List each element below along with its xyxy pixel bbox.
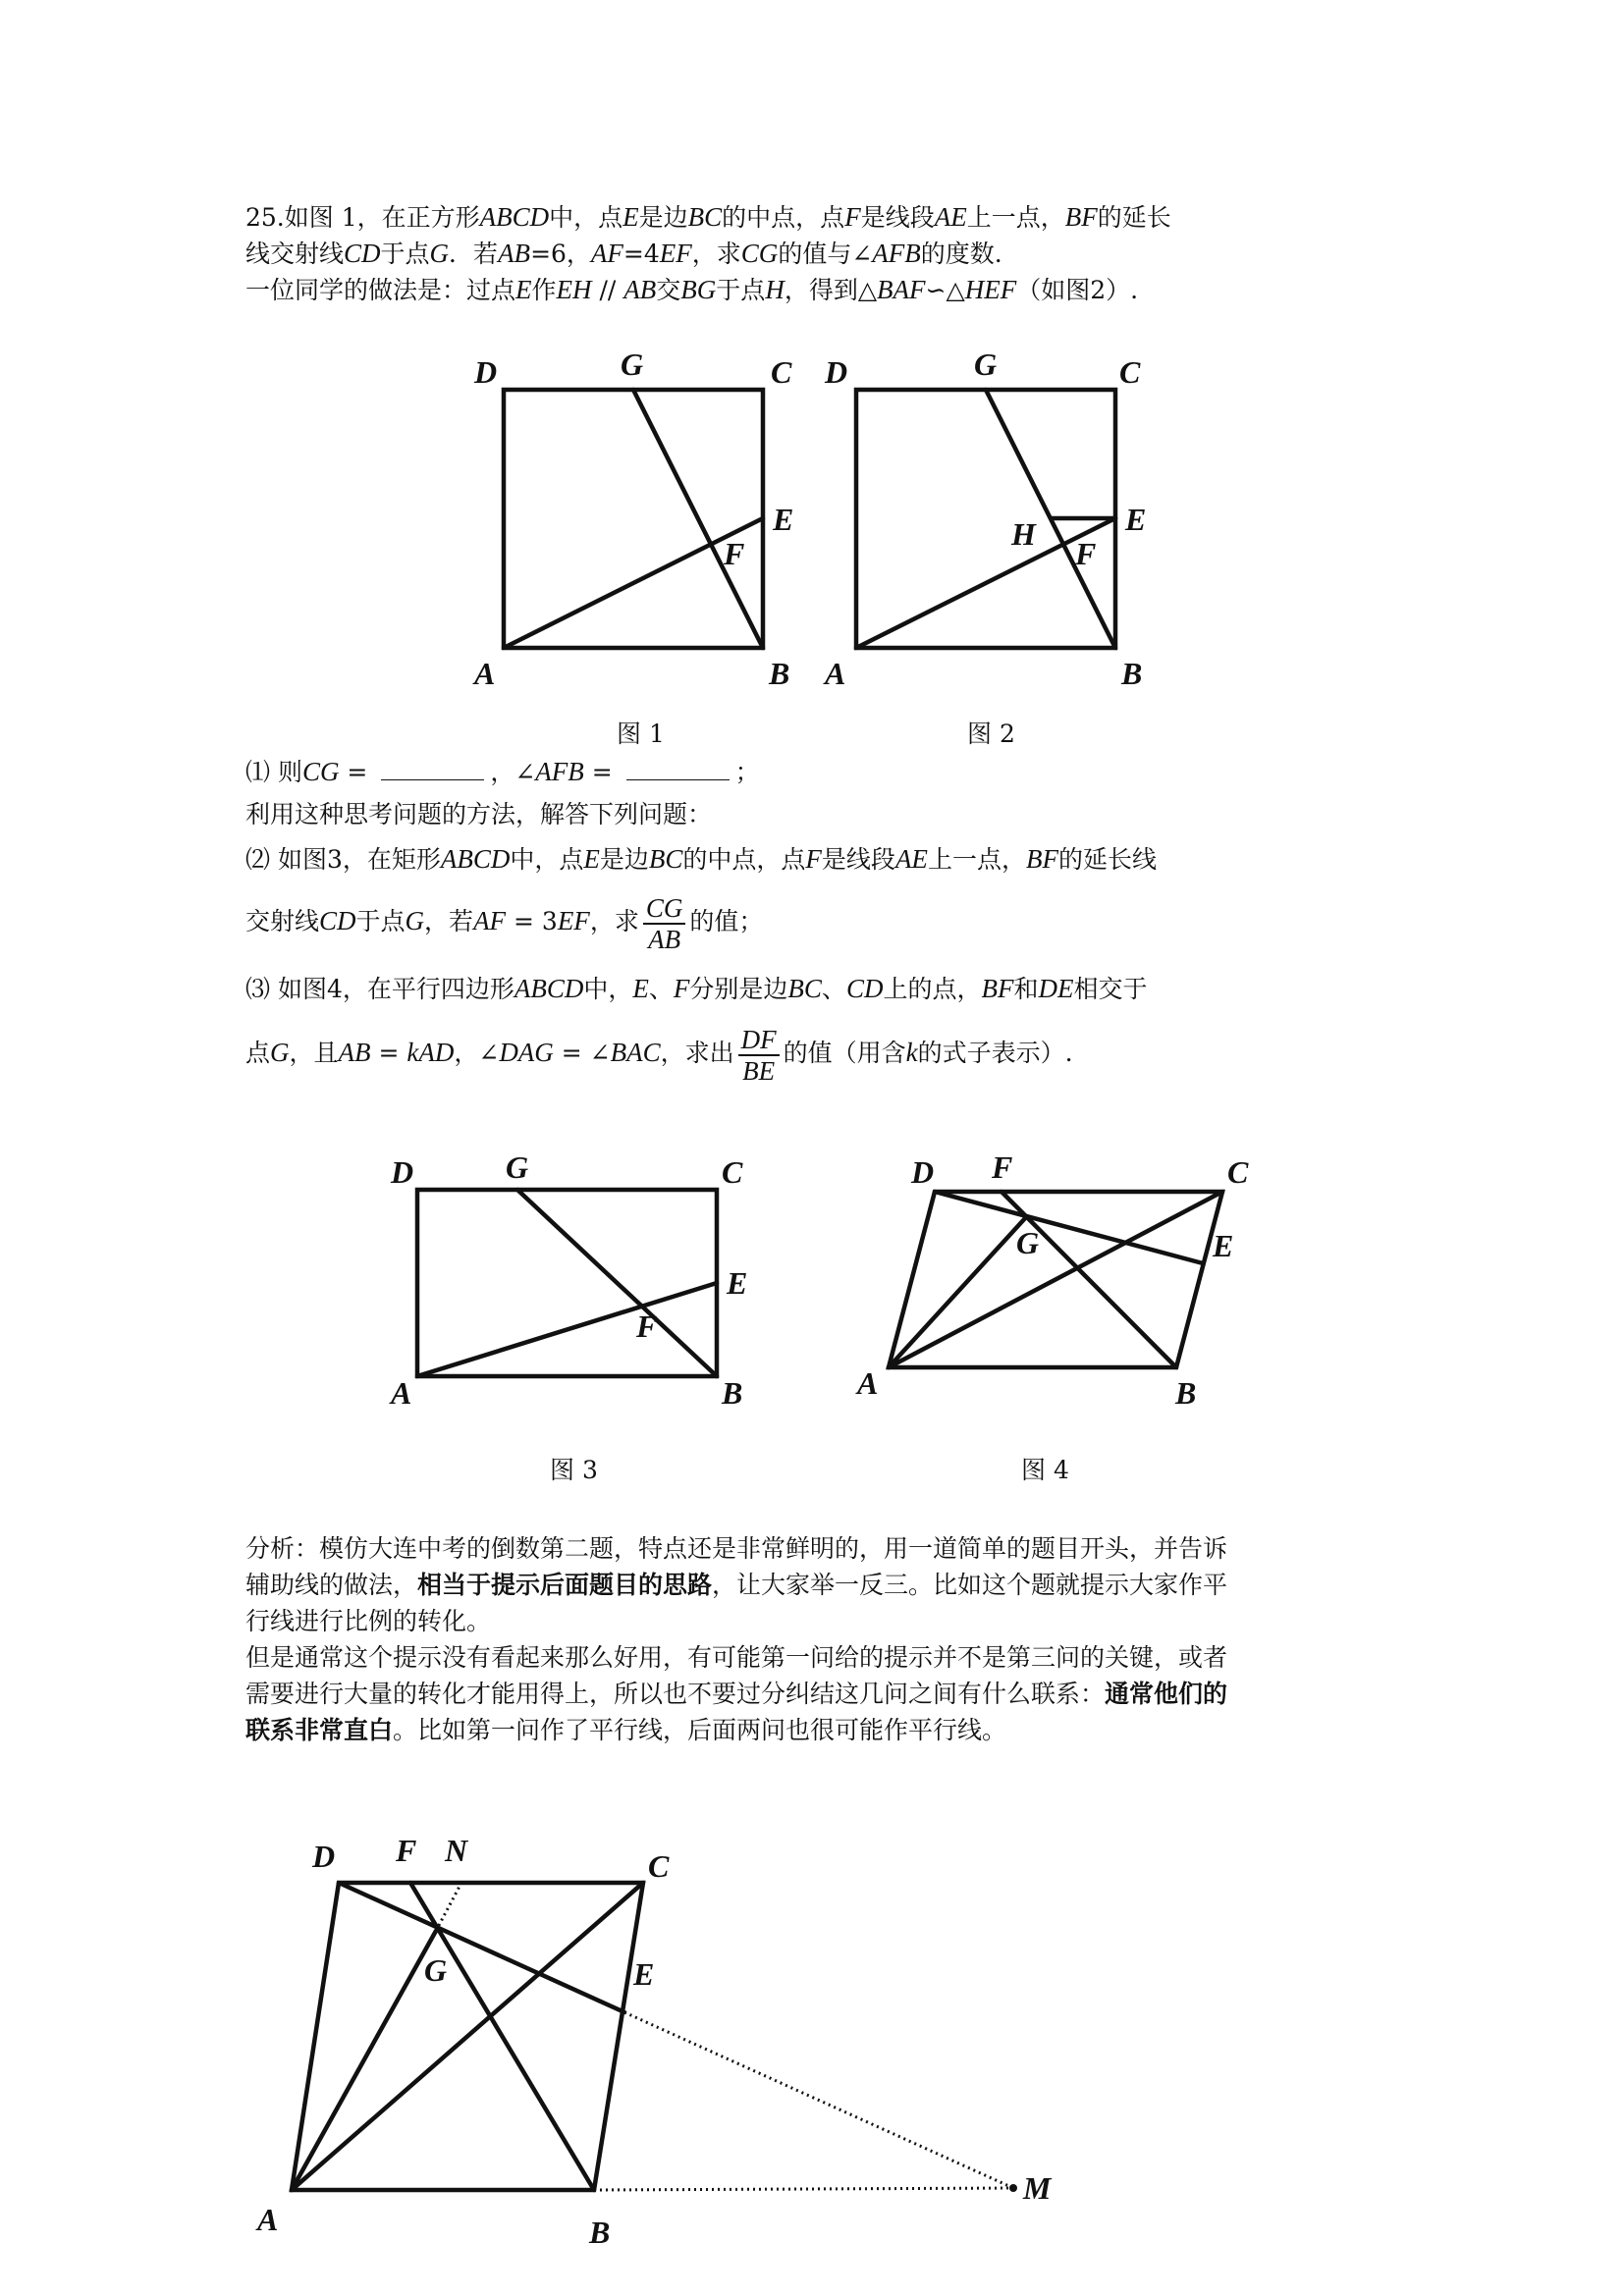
label-f: F — [1075, 536, 1097, 571]
emphasis-relation-2: 联系非常直白 — [245, 1716, 394, 1744]
label-b: B — [769, 656, 790, 691]
square-abcd — [504, 390, 763, 648]
figure-5-solution — [250, 1816, 1056, 2250]
label-c: C — [722, 1154, 743, 1190]
figure-2 — [825, 344, 1159, 717]
analysis-line-6: 联系非常直白。比如第一问作了平行线，后面两问也很可能作平行线。 — [245, 1716, 1007, 1744]
figure-3 — [383, 1148, 756, 1423]
label-f: F — [992, 1149, 1013, 1185]
question-2-line-2: 交射线CD于点G，若AF = 3EF，求 $\frac{CG}{AB}$ 的值； — [245, 892, 764, 954]
answer-blank-cg[interactable] — [381, 758, 484, 780]
label-g: G — [424, 1952, 448, 1988]
label-d: D — [312, 1839, 336, 1874]
figure-1 — [471, 344, 805, 717]
rectangle-abcd — [417, 1190, 717, 1376]
label-e: E — [727, 1265, 748, 1301]
label-a: A — [391, 1375, 412, 1411]
label-c: C — [648, 1848, 670, 1884]
label-c: C — [771, 354, 792, 390]
label-c: C — [1119, 354, 1141, 390]
label-e: E — [633, 1956, 655, 1992]
label-g: G — [1016, 1225, 1040, 1260]
point-m — [1009, 2184, 1017, 2192]
segment-de — [339, 1883, 624, 2012]
label-a: A — [825, 656, 846, 691]
fraction-cg-over-ab: $\frac{CG}{AB}$ — [643, 893, 686, 954]
figure-2-caption: 图 2 — [967, 720, 1015, 748]
question-3-line-1: ⑶ 如图4，在平行四边形ABCD中，E、F分别是边BC、CD上的点，BF和DE相交于 — [245, 974, 1148, 1003]
label-b: B — [722, 1375, 743, 1411]
label-d: D — [911, 1154, 935, 1190]
figure-3-caption: 图 3 — [550, 1456, 598, 1484]
label-b: B — [1175, 1375, 1197, 1411]
label-f: F — [724, 536, 745, 571]
analysis-line-1: 分析：模仿大连中考的倒数第二题，特点还是非常鲜明的，用一道简单的题目开头，并告诉 — [245, 1534, 1228, 1563]
segment-ae — [417, 1283, 717, 1376]
figure-4 — [854, 1148, 1267, 1423]
label-e: E — [1125, 502, 1147, 537]
fraction-df-over-be: $\frac{DF}{BE}$ — [738, 1025, 780, 1086]
emphasis-hint: 相当于提示后面题目的思路 — [417, 1571, 713, 1599]
label-c: C — [1227, 1154, 1249, 1190]
label-b: B — [1121, 656, 1143, 691]
label-d: D — [825, 354, 848, 390]
label-e: E — [773, 502, 794, 537]
dotted-gn — [436, 1883, 461, 1931]
label-n: N — [445, 1833, 468, 1868]
figure-4-caption: 图 4 — [1021, 1456, 1069, 1484]
figure-1-caption: 图 1 — [617, 720, 665, 748]
emphasis-relation-1: 通常他们的 — [1105, 1680, 1228, 1708]
dotted-bm — [594, 2188, 1013, 2190]
problem-25-line-2: 线交射线CD于点G．若AB=6，AF=4EF，求CG的值与∠AFB的度数. — [245, 239, 1002, 268]
label-h: H — [1011, 516, 1036, 552]
segment-bg — [517, 1190, 717, 1376]
label-e: E — [1213, 1228, 1234, 1263]
question-2-line-1: ⑵ 如图3，在矩形ABCD中，点E是边BC的中点，点F是线段AE上一点，BF的延长线 — [245, 844, 1157, 874]
label-a: A — [474, 656, 496, 691]
segment-ac — [889, 1192, 1222, 1367]
analysis-line-4: 但是通常这个提示没有看起来那么好用，有可能第一问给的提示并不是第三问的关键，或者 — [245, 1643, 1228, 1672]
analysis-line-3: 行线进行比例的转化。 — [245, 1607, 492, 1635]
label-g: G — [621, 347, 644, 382]
segment-bf — [410, 1883, 594, 2190]
problem-25-line-3: 一位同学的做法是：过点E作EH // AB交BG于点H，得到△BAF∽△HEF（如图2）. — [245, 275, 1139, 304]
label-a: A — [857, 1365, 879, 1401]
label-f: F — [396, 1833, 417, 1868]
dotted-em — [624, 2012, 1013, 2188]
label-d: D — [474, 354, 498, 390]
question-3-line-2: 点G，且AB = kAD，∠DAG = ∠BAC，求出 $\frac{DF}{BE}$ 的值（用含k的式子表示）. — [245, 1024, 1073, 1086]
analysis-line-5: 需要进行大量的转化才能用得上，所以也不要过分纠结这几问之间有什么联系：通常他们的 — [245, 1680, 1228, 1708]
label-d: D — [391, 1154, 414, 1190]
analysis-line-2: 辅助线的做法，相当于提示后面题目的思路，让大家举一反三。比如这个题就提示大家作平 — [245, 1571, 1228, 1599]
segment-bg — [633, 390, 763, 648]
method-intro: 利用这种思考问题的方法，解答下列问题： — [245, 800, 713, 828]
answer-blank-afb[interactable] — [626, 758, 730, 780]
question-1: ⑴ 则CG = ，∠AFB = ； — [245, 757, 760, 786]
label-f: F — [636, 1308, 658, 1344]
problem-25-line-1: 25.如图 1，在正方形ABCD中，点E是边BC的中点，点F是线段AE上一点，BF的延长 — [245, 202, 1171, 232]
label-g: G — [506, 1149, 529, 1185]
label-b: B — [589, 2215, 611, 2250]
label-a: A — [257, 2202, 279, 2237]
label-g: G — [974, 347, 998, 382]
segment-ac — [292, 1883, 643, 2190]
label-m: M — [1023, 2170, 1052, 2206]
segment-de — [935, 1192, 1203, 1263]
